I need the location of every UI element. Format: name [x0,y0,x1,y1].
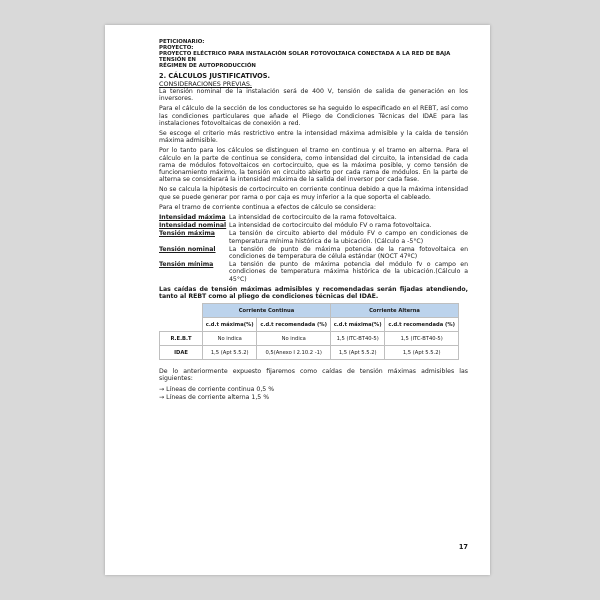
table-row [160,332,459,346]
table-col-ca-rec: c.d.t recomendada (%) [385,318,459,332]
definition-desc: La tensión de circuito abierto del módulo FV o campo en condiciones de temperatura mínima histórica de la ubicación. (Cálculo a -5°C) [229,230,468,245]
definition-item [159,261,468,283]
paragraph-seccion-conductores: Para el cálculo de la sección de los conductores se ha seguido lo especificado en el REBT, así como las condiciones particulares que añade el Pliego de Condiciones Técnicas del IDAE para las instalaciones fotovoltaicas de conexión a red. [159,105,468,127]
definition-item [159,222,468,229]
table-cell: No indica [257,332,331,346]
table-corner [160,318,203,332]
table-cell: 0,5(Anexo I 2.10.2 -1) [257,346,331,360]
header-peticionario: PETICIONARIO: [159,39,205,45]
table-group-ca: Corriente Alterna [330,304,458,318]
paragraph-tension-nominal: La tensión nominal de la instalación será de 400 V, tensión de salida de generación en los inversores. [159,88,468,103]
paragraph-tramo-continua: Para el tramo de corriente continua a efectos de cálculo se considera: [159,203,376,211]
definition-term: Tensión nominal [159,245,216,253]
definition-term: Intensidad nominal [159,222,227,230]
definition-term: Tensión mínima [159,261,214,269]
definition-desc: La intensidad de cortocircuito de la rama fotovoltaica. [229,214,397,222]
definition-desc: La intensidad de cortocircuito del módulo FV o rama fotovoltaica. [229,222,432,230]
definition-item [159,246,468,260]
bullet-continua: → Líneas de corriente continua 0,5 % [159,385,275,393]
document-page [105,25,490,575]
table-cell: No indica [203,332,257,346]
subsection-title: CONSIDERACIONES PREVIAS. [159,80,252,88]
definition-item [159,214,468,221]
table-col-cc-rec: c.d.t recomendada (%) [257,318,331,332]
header-title-line-2: RÉGIMEN DE AUTOPRODUCCIÓN [159,63,256,69]
paragraph-cortocircuito: No se calcula la hipótesis de cortocircuito en corriente continua debido a que la máxima intensidad que se puede generar por rama o por caja es muy inferior a la que soporta el cableado. [159,186,468,201]
definitions-list [159,214,468,283]
section-title: 2. CÁLCULOS JUSTIFICATIVOS. [159,72,271,80]
table-cell: 1,5 (ITC-BT40-5) [330,332,384,346]
definition-desc: La tensión de punto de máxima potencia del módulo fv o campo en condiciones de temperatura máxima histórica de la ubicación.(Cálculo a 45°C) [229,261,468,283]
table-cell: 1,5 (Apt 5.5.2) [330,346,384,360]
table-intro: Las caídas de tensión máximas admisibles y recomendadas serán fijadas atendiendo, tanto al REBT como al pliego de condiciones técnicas del IDAE. [159,285,468,301]
table-row-label: R.E.B.T [160,332,203,346]
table-group-cc: Corriente Continua [203,304,331,318]
voltage-drop-table [159,303,459,360]
bullet-alterna: → Líneas de corriente alterna 1,5 % [159,393,270,401]
header-title-line-1: PROYECTO ELÉCTRICO PARA INSTALACIÓN SOLAR FOTOVOLTAICA CONECTADA A LA RED DE BAJA TENSIÓN EN [159,51,451,63]
header-proyecto: PROYECTO: [159,45,194,51]
table-cell: 1,5 (ITC-BT40-5) [385,332,459,346]
table-row [160,346,459,360]
definition-desc: La tensión de punto de máxima potencia de la rama fotovoltaica en condiciones de temperatura de célula estándar (NOCT 47ºC) [229,245,468,261]
table-col-ca-max: c.d.t máxima(%) [330,318,384,332]
paragraph-tramos: Por lo tanto para los cálculos se distinguen el tramo en continua y el tramo en alterna. Para el cálculo en la parte de continua se considera, como intensidad del circuito, la intensidad de cada rama de módulos fotovoltaicos en cortocircuito, que es la máxima posible, y como tensión de funcionamiento máximo, la tensión en circuito abierto por cada rama de módulos. En la parte de alterna se considerará la intensidad máxima de la salida del inversor por cada fase. [159,147,468,184]
table-col-cc-max: c.d.t máxima(%) [203,318,257,332]
definition-item [159,230,468,244]
paragraph-criterio: Se escoge el criterio más restrictivo entre la intensidad máxima admisible y la caída de tensión máxima admisible. [159,130,468,145]
page-number: 17 [458,543,468,551]
table-corner [160,304,203,318]
definition-term: Tensión máxima [159,230,215,238]
conclusion-paragraph: De lo anteriormente expuesto fijaremos como caídas de tensión máximas admisibles las siguientes: [159,368,468,383]
table-cell: 1,5 (Apt 5.5.2) [385,346,459,360]
table-cell: 1,5 (Apt 5.5.2) [203,346,257,360]
definition-term: Intensidad máxima [159,214,226,222]
document-header [159,39,468,69]
table-row-label: IDAE [160,346,203,360]
